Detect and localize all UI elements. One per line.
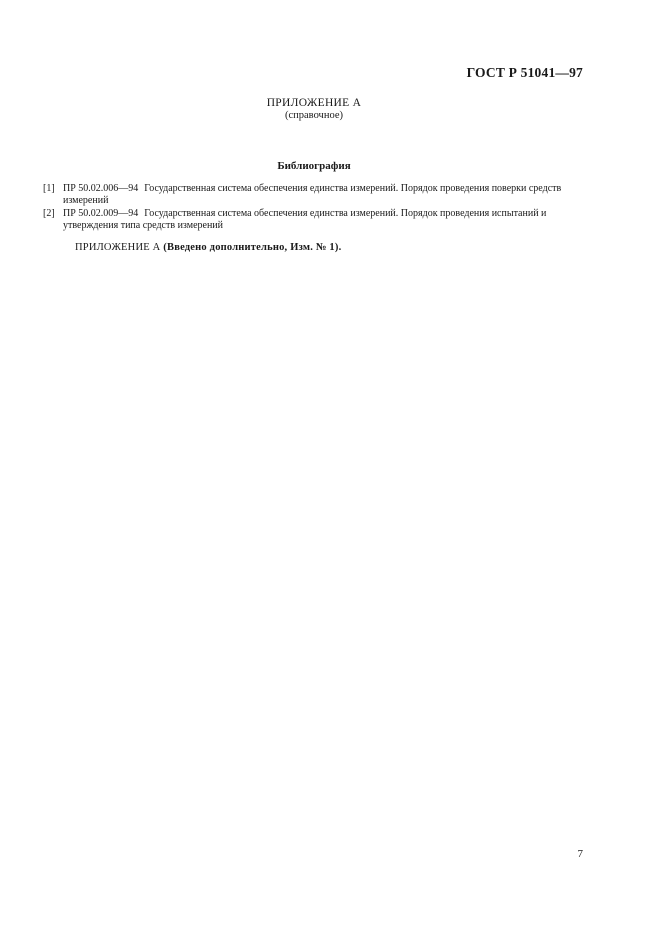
bibliography-entry xyxy=(43,183,583,207)
entry-code: ПР 50.02.006—94 xyxy=(63,183,139,194)
appendix-title: ПРИЛОЖЕНИЕ А xyxy=(266,97,362,109)
appendix-subtitle: (справочное) xyxy=(285,110,343,121)
entry-body xyxy=(63,208,583,232)
entry-code: ПР 50.02.009—94 xyxy=(63,208,139,219)
bibliography-entry xyxy=(43,208,583,232)
page-number: 7 xyxy=(577,848,583,860)
standard-code: ГОСТ Р 51041—97 xyxy=(466,65,583,80)
entry-text: Государственная система обеспечения единства измерений. Порядок проведения поверки средств измерений xyxy=(63,183,562,206)
bibliography-heading: Библиография xyxy=(277,160,351,172)
entry-number: [2] xyxy=(43,208,55,219)
entry-text: Государственная система обеспечения единства измерений. Порядок проведения испытаний и утверждения типа средств измерений xyxy=(63,208,547,231)
note-prefix: ПРИЛОЖЕНИЕ А xyxy=(75,242,161,253)
entry-body xyxy=(63,183,583,207)
bibliography-list xyxy=(43,183,583,233)
appendix-header xyxy=(0,97,628,122)
entry-number: [1] xyxy=(43,183,55,194)
amendment-note xyxy=(75,242,341,253)
note-bold-text: (Введено дополнительно, Изм. № 1). xyxy=(163,242,342,253)
